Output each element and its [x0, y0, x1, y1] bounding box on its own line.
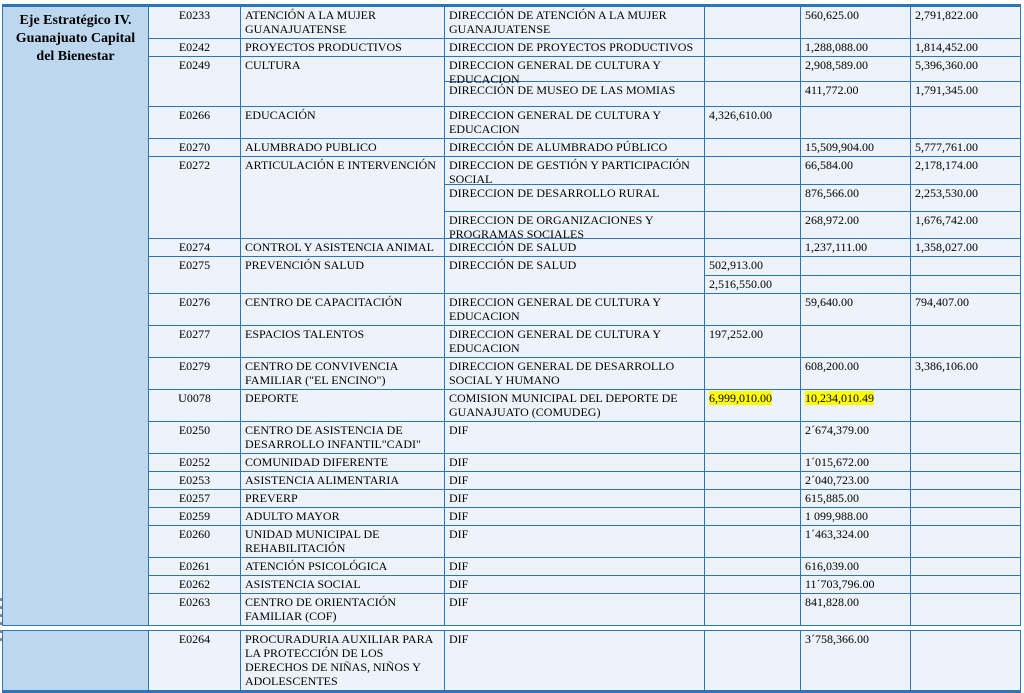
- amount-col1-cell: [705, 631, 801, 690]
- amount-col1-cell: [705, 7, 801, 38]
- amount-value: 1 099,988.00: [805, 508, 868, 523]
- direction-subrow: [445, 107, 1020, 138]
- amount-col1-cell: [705, 107, 801, 138]
- amount-col1-cell: [705, 326, 801, 357]
- program-code-cell: E0279: [149, 358, 241, 389]
- amount-col3-cell: [911, 276, 1020, 293]
- amount-col2-cell: [801, 39, 911, 56]
- direction-subrow: [445, 390, 1020, 421]
- amount-col1-cell: [705, 294, 801, 325]
- direction-subrow: [445, 39, 1020, 56]
- amount-col3-cell: [911, 390, 1020, 421]
- amount-value: 615,885.00: [805, 490, 859, 505]
- program-name-cell: EDUCACIÓN: [241, 107, 445, 138]
- amount-col3-cell: [911, 358, 1020, 389]
- amount-col3-cell: [911, 526, 1020, 557]
- program-code-cell: E0263: [149, 594, 241, 625]
- amount-subrow: [705, 257, 1020, 275]
- amount-col1-cell: [705, 422, 801, 453]
- strategic-axis-title-line: del Bienestar: [36, 49, 115, 65]
- program-name-cell: ESPACIOS TALENTOS: [241, 326, 445, 357]
- program-code-cell: E0250: [149, 422, 241, 453]
- amount-col2-cell: [801, 107, 911, 138]
- amount-col3-cell: [911, 631, 1020, 690]
- amount-col1-cell: [705, 39, 801, 56]
- amount-col2-cell: [801, 276, 911, 293]
- program-row-group: [149, 490, 1020, 508]
- amount-value: 11´703,796.00: [805, 577, 875, 592]
- amount-value: 1,358,027.00: [915, 240, 978, 255]
- amount-col1-cell: [705, 508, 801, 525]
- program-groups: [149, 631, 1020, 690]
- direction-subrows: [445, 157, 1020, 242]
- direction-subrows: [445, 257, 1020, 292]
- amount-col2-cell: [801, 239, 911, 256]
- program-groups: [149, 7, 1020, 625]
- direction-subrows: [445, 576, 1020, 593]
- amount-value: 2,178,174.00: [915, 158, 978, 173]
- amount-col1-cell: [705, 212, 801, 238]
- direction-subrows: [445, 472, 1020, 489]
- amount-col3-cell: [911, 185, 1020, 211]
- direction-subrows: [445, 390, 1020, 421]
- amount-col3-cell: [911, 157, 1020, 183]
- amount-col3-cell: [911, 454, 1020, 471]
- program-name-cell: CENTRO DE CONVIVENCIA FAMILIAR ("EL ENCINO"): [241, 358, 445, 389]
- direction-subrows: [445, 139, 1020, 156]
- program-row-group: [149, 294, 1020, 326]
- direction-cell: DIF: [445, 576, 705, 593]
- amount-col3-cell: [911, 594, 1020, 625]
- strategic-axis-sidebar: [3, 631, 149, 690]
- amount-col3-cell: [911, 508, 1020, 525]
- amount-col1-cell: [705, 57, 801, 81]
- program-row-group: [149, 7, 1020, 39]
- program-name-cell: ADULTO MAYOR: [241, 508, 445, 525]
- amount-col3-cell: [911, 576, 1020, 593]
- direction-subrow: [445, 454, 1020, 471]
- amount-col2-cell: [801, 558, 911, 575]
- program-code-cell: E0272: [149, 157, 241, 238]
- amount-col1-cell: [705, 157, 801, 183]
- direction-subrows: [445, 239, 1020, 256]
- direction-subrow: [445, 185, 1020, 212]
- program-name-cell: CENTRO DE CAPACITACIÓN: [241, 294, 445, 325]
- amount-col1-cell: [705, 576, 801, 593]
- direction-subrows: [445, 57, 1020, 106]
- direction-subrow: [445, 508, 1020, 525]
- direction-subrows: [445, 107, 1020, 138]
- direction-cell: DIF: [445, 594, 705, 625]
- direction-cell: DIRECCIÓN DE MUSEO DE LAS MOMIAS: [445, 82, 705, 106]
- amount-col1-cell: [705, 490, 801, 507]
- direction-cell: DIF: [445, 508, 705, 525]
- direction-subrow: [445, 7, 1020, 38]
- direction-cell: DIRECCIÓN DE ATENCIÓN A LA MUJER GUANAJUATENSE: [445, 7, 705, 38]
- amount-col2-cell: [801, 294, 911, 325]
- amount-col1-cell: [705, 558, 801, 575]
- program-row-group: [149, 454, 1020, 472]
- direction-cell: DIF: [445, 558, 705, 575]
- program-name-cell: CENTRO DE ASISTENCIA DE DESARROLLO INFANTIL"CADI": [241, 422, 445, 453]
- amount-col3-cell: [911, 239, 1020, 256]
- direction-subrows: [445, 454, 1020, 471]
- direction-cell: DIRECCION DE ORGANIZACIONES Y PROGRAMAS SOCIALES: [445, 212, 705, 238]
- amount-col1-cell: [705, 139, 801, 156]
- amount-value: 876,566.00: [805, 185, 859, 200]
- amount-col3-cell: [911, 7, 1020, 38]
- program-row-group: [149, 39, 1020, 57]
- direction-subrows: [445, 422, 1020, 453]
- amount-col2-cell: [801, 326, 911, 357]
- amount-col2-cell: [801, 490, 911, 507]
- program-code-cell: E0262: [149, 576, 241, 593]
- direction-subrows: [445, 294, 1020, 325]
- direction-subrow: [445, 57, 1020, 87]
- direction-subrows: [445, 358, 1020, 389]
- direction-subrows: [445, 508, 1020, 525]
- direction-subrows: [445, 526, 1020, 557]
- amount-col3-cell: [911, 82, 1020, 106]
- amount-col1-cell: [705, 526, 801, 557]
- amount-col2-cell: [801, 82, 911, 106]
- amount-value: 2´040,723.00: [805, 472, 869, 487]
- strategic-axis-sidebar: [3, 7, 149, 625]
- amount-value: 608,200.00: [805, 358, 859, 373]
- program-name-cell: PROCURADURIA AUXILIAR PARA LA PROTECCIÓN DE LOS DERECHOS DE NIÑAS, NIÑOS Y ADOLESCENTES: [241, 631, 445, 690]
- amount-value: 1,814,452.00: [915, 40, 978, 55]
- direction-cell: DIRECCIÓN DE SALUD: [445, 239, 705, 256]
- amount-col1-cell: [705, 390, 801, 421]
- direction-cell: DIF: [445, 490, 705, 507]
- amount-col3-cell: [911, 422, 1020, 453]
- amount-value: 5,396,360.00: [915, 58, 978, 73]
- program-row-group: [149, 358, 1020, 390]
- program-code-cell: E0275: [149, 257, 241, 292]
- program-row-group: [149, 526, 1020, 558]
- strategic-axis-title-line: Eje Estratégico IV.: [19, 13, 132, 28]
- program-name-cell: DEPORTE: [241, 390, 445, 421]
- amount-value: 841,828.00: [805, 595, 859, 610]
- program-code-cell: E0277: [149, 326, 241, 357]
- program-row-group: [149, 139, 1020, 157]
- direction-cell: DIRECCIÓN DE ALUMBRADO PÚBLICO: [445, 139, 705, 156]
- direction-subrow: [445, 558, 1020, 575]
- amount-col2-cell: [801, 576, 911, 593]
- table-section: [2, 630, 1021, 693]
- program-name-cell: PROYECTOS PRODUCTIVOS: [241, 39, 445, 56]
- program-code-cell: E0252: [149, 454, 241, 471]
- amount-value: 2,791,822.00: [915, 8, 978, 22]
- program-name-cell: ASISTENCIA SOCIAL: [241, 576, 445, 593]
- direction-cell: DIRECCION GENERAL DE CULTURA Y EDUCACION: [445, 326, 705, 357]
- direction-subrows: [445, 631, 1020, 690]
- amount-value: 1´463,324.00: [805, 526, 869, 541]
- direction-subrow: [445, 358, 1020, 389]
- program-code-cell: E0266: [149, 107, 241, 138]
- amount-col2-cell: [801, 57, 911, 81]
- amount-col1-cell: [705, 472, 801, 489]
- direction-subrow: [445, 422, 1020, 453]
- strategic-axis-title-line: Guanajuato Capital: [15, 31, 136, 47]
- direction-subrows: [445, 7, 1020, 38]
- direction-cell: COMISION MUNICIPAL DEL DEPORTE DE GUANAJUATO (COMUDEG): [445, 390, 705, 421]
- amount-value: 3,386,106.00: [915, 358, 978, 373]
- program-name-cell: CENTRO DE ORIENTACIÓN FAMILIAR (COF): [241, 594, 445, 625]
- program-code-cell: E0274: [149, 239, 241, 256]
- program-row-group: [149, 472, 1020, 490]
- program-code-cell: U0078: [149, 390, 241, 421]
- amount-value: 59,640.00: [805, 294, 853, 309]
- program-code-cell: E0259: [149, 508, 241, 525]
- amount-value: 3´758,366.00: [805, 632, 869, 647]
- amount-col1-cell: [705, 185, 801, 211]
- direction-subrows: [445, 39, 1020, 56]
- direction-subrow: [445, 526, 1020, 557]
- amount-subrows: [705, 257, 1020, 292]
- program-row-group: [149, 157, 1020, 242]
- program-row-group: [149, 508, 1020, 526]
- amount-value: 197,252.00: [709, 326, 763, 341]
- amount-value: 2,908,589.00: [805, 58, 868, 73]
- amount-value: 616,039.00: [805, 559, 859, 574]
- amount-value: 1´015,672.00: [805, 454, 869, 469]
- amount-col3-cell: [911, 558, 1020, 575]
- budget-table: [2, 4, 1021, 693]
- program-row-group: [149, 576, 1020, 594]
- program-name-cell: ARTICULACIÓN E INTERVENCIÓN: [241, 157, 445, 238]
- direction-cell: DIRECCION DE PROYECTOS PRODUCTIVOS: [445, 39, 705, 56]
- direction-cell: DIF: [445, 631, 705, 690]
- amount-col1-cell: [705, 358, 801, 389]
- direction-subrow: [445, 139, 1020, 156]
- direction-subrow: [445, 157, 1020, 187]
- program-code-cell: E0257: [149, 490, 241, 507]
- program-name-cell: CONTROL Y ASISTENCIA ANIMAL: [241, 239, 445, 256]
- direction-cell: DIRECCIÓN DE SALUD: [445, 257, 705, 292]
- amount-col2-cell: [801, 358, 911, 389]
- direction-subrow: [445, 212, 1020, 242]
- program-row-group: [149, 631, 1020, 690]
- direction-subrow: [445, 82, 1020, 106]
- program-row-group: [149, 326, 1020, 358]
- program-code-cell: E0242: [149, 39, 241, 56]
- amount-value: 10,234,010.49: [805, 390, 874, 405]
- amount-col2-cell: [801, 422, 911, 453]
- direction-cell: DIRECCION GENERAL DE CULTURA Y EDUCACION: [445, 107, 705, 138]
- amount-col2-cell: [801, 631, 911, 690]
- program-row-group: [149, 422, 1020, 454]
- direction-cell: DIRECCION DE GESTIÓN Y PARTICIPACIÓN SOCIAL: [445, 157, 705, 183]
- program-code-cell: E0264: [149, 631, 241, 690]
- program-name-cell: ATENCIÓN PSICOLÓGICA: [241, 558, 445, 575]
- amount-value: 2´674,379.00: [805, 422, 869, 437]
- direction-subrow: [445, 326, 1020, 357]
- amount-value: 268,972.00: [805, 213, 859, 228]
- program-row-group: [149, 390, 1020, 422]
- program-code-cell: E0261: [149, 558, 241, 575]
- program-code-cell: E0276: [149, 294, 241, 325]
- amount-col2-cell: [801, 508, 911, 525]
- table-section: [2, 4, 1021, 626]
- amount-value: 2,516,550.00: [709, 276, 772, 291]
- program-name-cell: COMUNIDAD DIFERENTE: [241, 454, 445, 471]
- program-name-cell: UNIDAD MUNICIPAL DE REHABILITACIÓN: [241, 526, 445, 557]
- direction-cell: DIRECCION DE DESARROLLO RURAL: [445, 185, 705, 211]
- amount-col3-cell: [911, 257, 1020, 274]
- amount-col2-cell: [801, 454, 911, 471]
- program-row-group: [149, 107, 1020, 139]
- program-code-cell: E0270: [149, 139, 241, 156]
- amount-col2-cell: [801, 526, 911, 557]
- program-code-cell: E0233: [149, 7, 241, 38]
- amount-col3-cell: [911, 326, 1020, 357]
- amount-col2-cell: [801, 212, 911, 238]
- amount-value: 794,407.00: [915, 294, 969, 309]
- direction-subrow: [445, 239, 1020, 256]
- amount-col3-cell: [911, 294, 1020, 325]
- amount-col3-cell: [911, 57, 1020, 81]
- direction-subrows: [445, 490, 1020, 507]
- program-row-group: [149, 257, 1020, 293]
- direction-subrow: [445, 490, 1020, 507]
- amount-col2-cell: [801, 7, 911, 38]
- amount-col1-cell: [705, 276, 801, 293]
- amount-subrow: [705, 276, 1020, 293]
- direction-subrows: [445, 326, 1020, 357]
- amount-col3-cell: [911, 472, 1020, 489]
- direction-span-wrap: [445, 257, 1020, 292]
- amount-value: 2,253,530.00: [915, 185, 978, 200]
- amount-col1-cell: [705, 82, 801, 106]
- program-name-cell: ALUMBRADO PUBLICO: [241, 139, 445, 156]
- amount-col2-cell: [801, 257, 911, 274]
- amount-col2-cell: [801, 185, 911, 211]
- direction-cell: DIRECCION GENERAL DE CULTURA Y EDUCACION: [445, 294, 705, 325]
- amount-col2-cell: [801, 157, 911, 183]
- amount-value: 560,625.00: [805, 8, 859, 22]
- amount-col1-cell: [705, 454, 801, 471]
- program-name-cell: ATENCIÓN A LA MUJER GUANAJUATENSE: [241, 7, 445, 38]
- program-code-cell: E0253: [149, 472, 241, 489]
- program-name-cell: CULTURA: [241, 57, 445, 106]
- direction-cell: DIF: [445, 454, 705, 471]
- amount-value: 4,326,610.00: [709, 108, 772, 123]
- amount-col1-cell: [705, 239, 801, 256]
- amount-col1-cell: [705, 594, 801, 625]
- direction-cell: DIRECCION GENERAL DE CULTURA Y EDUCACION: [445, 57, 705, 81]
- amount-col2-cell: [801, 594, 911, 625]
- program-row-group: [149, 558, 1020, 576]
- direction-cell: DIF: [445, 472, 705, 489]
- amount-value: 1,791,345.00: [915, 83, 978, 98]
- direction-cell: DIRECCION GENERAL DE DESARROLLO SOCIAL Y HUMANO: [445, 358, 705, 389]
- direction-cell: DIF: [445, 422, 705, 453]
- amount-col2-cell: [801, 472, 911, 489]
- amount-col2-cell: [801, 139, 911, 156]
- program-name-cell: ASISTENCIA ALIMENTARIA: [241, 472, 445, 489]
- amount-value: 6,999,010.00: [709, 390, 772, 405]
- amount-col3-cell: [911, 39, 1020, 56]
- program-row-group: [149, 57, 1020, 107]
- amount-value: 15,509,904.00: [805, 140, 874, 155]
- amount-value: 502,913.00: [709, 258, 763, 273]
- program-row-group: [149, 239, 1020, 257]
- direction-subrow: [445, 631, 1020, 690]
- program-name-cell: PREVENCIÓN SALUD: [241, 257, 445, 292]
- amount-value: 5,777,761.00: [915, 140, 978, 155]
- amount-col3-cell: [911, 139, 1020, 156]
- amount-value: 66,584.00: [805, 158, 853, 173]
- amount-value: 1,288,088.00: [805, 40, 868, 55]
- direction-cell: DIF: [445, 526, 705, 557]
- program-row-group: [149, 594, 1020, 625]
- amount-col1-cell: [705, 257, 801, 274]
- amount-value: 1,237,111.00: [805, 240, 868, 255]
- program-code-cell: E0260: [149, 526, 241, 557]
- program-code-cell: E0249: [149, 57, 241, 106]
- amount-col3-cell: [911, 107, 1020, 138]
- direction-subrow: [445, 576, 1020, 593]
- direction-subrow: [445, 294, 1020, 325]
- amount-value: 1,676,742.00: [915, 213, 978, 228]
- direction-subrow: [445, 594, 1020, 625]
- amount-col3-cell: [911, 490, 1020, 507]
- amount-col2-cell: [801, 390, 911, 421]
- amount-value: 411,772.00: [805, 83, 859, 98]
- direction-subrows: [445, 558, 1020, 575]
- amount-col3-cell: [911, 212, 1020, 238]
- direction-subrow: [445, 472, 1020, 489]
- program-name-cell: PREVERP: [241, 490, 445, 507]
- direction-subrows: [445, 594, 1020, 625]
